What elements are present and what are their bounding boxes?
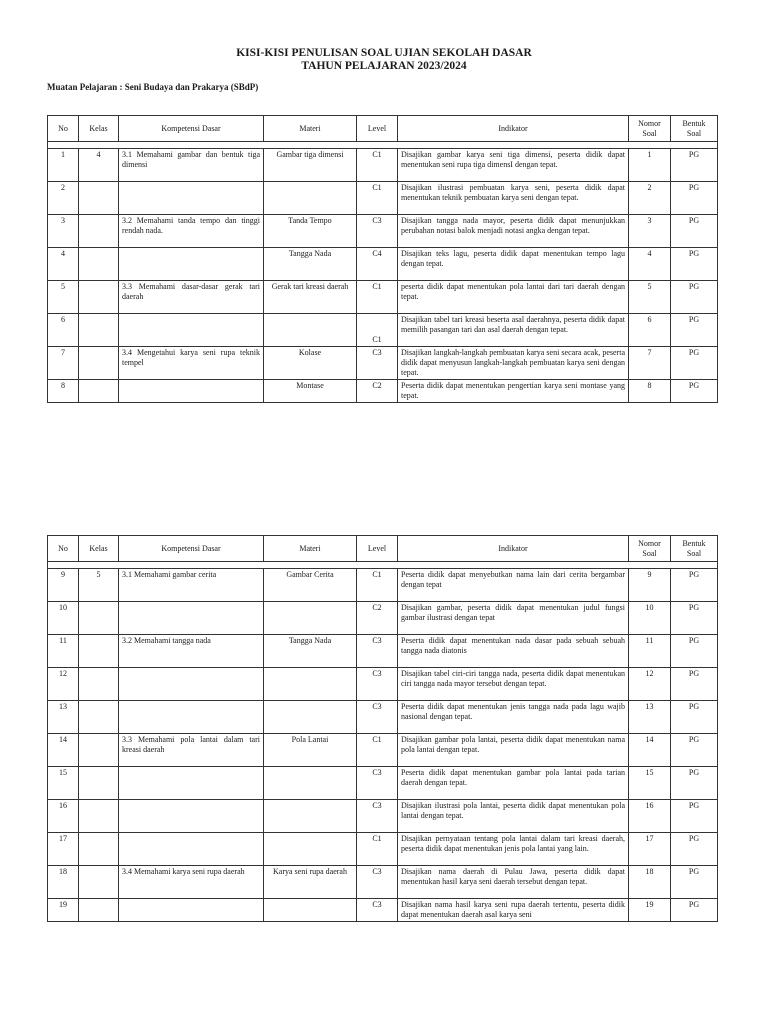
cell-bentuk-soal: PG — [671, 767, 718, 800]
document-title: KISI-KISI PENULISAN SOAL UJIAN SEKOLAH DASAR — [236, 47, 532, 59]
cell-kompetensi-dasar — [119, 701, 264, 734]
cell-nomor-soal: 12 — [629, 668, 671, 701]
cell-nomor-soal: 9 — [629, 569, 671, 602]
cell-materi: Karya seni rupa daerah — [264, 866, 357, 899]
cell-no: 2 — [48, 182, 79, 215]
cell-nomor-soal: 10 — [629, 602, 671, 635]
table-row — [48, 734, 718, 767]
cell-bentuk-soal: PG — [671, 281, 718, 314]
col-header-materi: Materi — [264, 536, 357, 562]
cell-bentuk-soal: PG — [671, 866, 718, 899]
cell-kelas — [79, 215, 119, 248]
cell-no: 6 — [48, 314, 79, 347]
table-row — [48, 701, 718, 734]
cell-no: 19 — [48, 899, 79, 922]
cell-nomor-soal: 11 — [629, 635, 671, 668]
cell-nomor-soal: 1 — [629, 149, 671, 182]
cell-materi: Tanda Tempo — [264, 215, 357, 248]
cell-nomor-soal: 19 — [629, 899, 671, 922]
cell-no: 1 — [48, 149, 79, 182]
cell-kompetensi-dasar — [119, 314, 264, 347]
cell-bentuk-soal: PG — [671, 833, 718, 866]
col-header-indikator: Indikator — [398, 536, 629, 562]
cell-level: C1 — [357, 149, 398, 182]
cell-indikator: Disajikan teks lagu, peserta didik dapat menentukan tempo lagu dengan tepat. — [398, 248, 629, 281]
cell-kelas — [79, 182, 119, 215]
cell-bentuk-soal: PG — [671, 314, 718, 347]
cell-no: 8 — [48, 380, 79, 403]
cell-level: C3 — [357, 767, 398, 800]
cell-no: 15 — [48, 767, 79, 800]
cell-materi — [264, 701, 357, 734]
cell-indikator: Disajikan gambar karya seni tiga dimensi, peserta didik dapat menentukan seni rupa tiga dimensI dengan tepat. — [398, 149, 629, 182]
cell-kompetensi-dasar: 3.4 Mengetahui karya seni rupa teknik tempel — [119, 347, 264, 380]
cell-kelas — [79, 668, 119, 701]
cell-kelas — [79, 380, 119, 403]
cell-kompetensi-dasar: 3.3 Memahami dasar-dasar gerak tari daerah — [119, 281, 264, 314]
cell-level: C1 — [357, 281, 398, 314]
col-header-bentuk-line2: Soal — [686, 548, 702, 558]
grid-table-kelas-4 — [47, 115, 718, 403]
cell-kelas — [79, 602, 119, 635]
spacer-row — [48, 142, 718, 149]
cell-indikator: Disajikan ilustrasi pola lantai, peserta didik dapat menentukan pola lantai dengan tepat. — [398, 800, 629, 833]
cell-indikator: Disajikan pernyataan tentang pola lantai dalam tari kreasi daerah, peserta didik dapat menentukan jenis pola lantai yang lain. — [398, 833, 629, 866]
cell-bentuk-soal: PG — [671, 182, 718, 215]
table-row — [48, 248, 718, 281]
cell-level: C3 — [357, 347, 398, 380]
table-row — [48, 602, 718, 635]
grid-table-kelas-5 — [47, 535, 718, 922]
cell-materi — [264, 314, 357, 347]
cell-kelas — [79, 635, 119, 668]
cell-kompetensi-dasar — [119, 800, 264, 833]
cell-nomor-soal: 4 — [629, 248, 671, 281]
cell-kompetensi-dasar: 3.1 Memahami gambar dan bentuk tiga dimensi — [119, 149, 264, 182]
cell-kompetensi-dasar — [119, 248, 264, 281]
cell-bentuk-soal: PG — [671, 149, 718, 182]
col-header-nomor-soal — [629, 536, 671, 562]
cell-kompetensi-dasar: 3.2 Memahami tangga nada — [119, 635, 264, 668]
col-header-materi: Materi — [264, 116, 357, 142]
cell-kelas — [79, 347, 119, 380]
cell-nomor-soal: 8 — [629, 380, 671, 403]
cell-no: 12 — [48, 668, 79, 701]
col-header-level: Level — [357, 116, 398, 142]
cell-no: 13 — [48, 701, 79, 734]
cell-materi — [264, 668, 357, 701]
cell-indikator: peserta didik dapat menentukan pola lantai dari tari daerah dengan tepat. — [398, 281, 629, 314]
cell-materi — [264, 833, 357, 866]
cell-kompetensi-dasar: 3.1 Memahami gambar cerita — [119, 569, 264, 602]
cell-no: 10 — [48, 602, 79, 635]
cell-kompetensi-dasar: 3.3 Memahami pola lantai dalam tari kreasi daerah — [119, 734, 264, 767]
cell-nomor-soal: 2 — [629, 182, 671, 215]
subject-label: Muatan Pelajaran : Seni Budaya dan Prakarya (SBdP) — [47, 82, 259, 92]
cell-kelas: 5 — [79, 569, 119, 602]
cell-level: C3 — [357, 800, 398, 833]
cell-level: C4 — [357, 248, 398, 281]
cell-no: 18 — [48, 866, 79, 899]
cell-level: C3 — [357, 215, 398, 248]
cell-no: 5 — [48, 281, 79, 314]
cell-kelas — [79, 899, 119, 922]
cell-no: 11 — [48, 635, 79, 668]
col-header-nomor-line1: Nomor — [638, 118, 661, 128]
cell-level: C1 — [357, 314, 398, 347]
cell-bentuk-soal: PG — [671, 668, 718, 701]
cell-kompetensi-dasar — [119, 767, 264, 800]
cell-indikator: Disajikan tabel tari kreasi beserta asal daerahnya, peserta didik dapat memilih pasangan tari dan asal daerah dengan tepat. — [398, 314, 629, 347]
cell-level: C1 — [357, 734, 398, 767]
cell-kelas — [79, 314, 119, 347]
cell-kelas — [79, 767, 119, 800]
col-header-no: No — [48, 116, 79, 142]
cell-indikator: Peserta didik dapat menentukan jenis tangga nada pada lagu wajib nasional dengan tepat. — [398, 701, 629, 734]
col-header-bentuk-line1: Bentuk — [682, 538, 706, 548]
table-row — [48, 149, 718, 182]
col-header-bentuk-soal — [671, 116, 718, 142]
cell-indikator: Disajikan langkah-langkah pembuatan karya seni secara acak, peserta didik dapat menyusun langkah-langkah pembuatan karya seni dengan tepat. — [398, 347, 629, 380]
cell-no: 7 — [48, 347, 79, 380]
cell-kompetensi-dasar — [119, 833, 264, 866]
col-header-no: No — [48, 536, 79, 562]
cell-level: C3 — [357, 635, 398, 668]
cell-level: C3 — [357, 668, 398, 701]
cell-nomor-soal: 18 — [629, 866, 671, 899]
cell-kelas — [79, 833, 119, 866]
cell-kompetensi-dasar: 3.4 Memahami karya seni rupa daerah — [119, 866, 264, 899]
cell-indikator: Disajikan nama daerah di Pulau Jawa, peserta didik dapat menentukan hasil karya seni daerah tersebut dengan tepat. — [398, 866, 629, 899]
table-row — [48, 569, 718, 602]
col-header-kelas: Kelas — [79, 536, 119, 562]
cell-bentuk-soal: PG — [671, 347, 718, 380]
spacer-row — [48, 562, 718, 569]
table-row — [48, 314, 718, 347]
cell-materi: Tangga Nada — [264, 248, 357, 281]
col-header-nomor-soal — [629, 116, 671, 142]
cell-indikator: Disajikan tangga nada mayor, peserta didik dapat menunjukkan perubahan notasi balok menjadi notasi angka dengan tepat. — [398, 215, 629, 248]
cell-level: C3 — [357, 899, 398, 922]
cell-kelas — [79, 281, 119, 314]
table-row — [48, 182, 718, 215]
cell-materi — [264, 899, 357, 922]
cell-bentuk-soal: PG — [671, 800, 718, 833]
cell-materi: Montase — [264, 380, 357, 403]
cell-no: 3 — [48, 215, 79, 248]
table-header-row — [48, 536, 718, 562]
cell-kelas — [79, 866, 119, 899]
cell-kompetensi-dasar — [119, 899, 264, 922]
cell-nomor-soal: 7 — [629, 347, 671, 380]
cell-nomor-soal: 3 — [629, 215, 671, 248]
cell-materi — [264, 602, 357, 635]
cell-no: 9 — [48, 569, 79, 602]
col-header-nomor-line1: Nomor — [638, 538, 661, 548]
cell-indikator: Peserta didik dapat menyebutkan nama lain dari cerita bergambar dengan tepat — [398, 569, 629, 602]
cell-kelas — [79, 701, 119, 734]
cell-kompetensi-dasar — [119, 668, 264, 701]
cell-materi: Tangga Nada — [264, 635, 357, 668]
cell-level: C3 — [357, 866, 398, 899]
cell-bentuk-soal: PG — [671, 215, 718, 248]
cell-indikator: Disajikan gambar, peserta didik dapat menentukan judul fungsi gambar ilustrasi dengan tepat — [398, 602, 629, 635]
cell-indikator: Disajikan ilustrasi pembuatan karya seni, peserta didik dapat menentukan teknik pembuatan karya seni dengan tepat. — [398, 182, 629, 215]
cell-no: 4 — [48, 248, 79, 281]
cell-bentuk-soal: PG — [671, 602, 718, 635]
cell-nomor-soal: 16 — [629, 800, 671, 833]
cell-bentuk-soal: PG — [671, 248, 718, 281]
cell-nomor-soal: 13 — [629, 701, 671, 734]
cell-indikator: Peserta didik dapat menentukan pengertian karya seni montase yang tepat. — [398, 380, 629, 403]
cell-nomor-soal: 14 — [629, 734, 671, 767]
cell-indikator: Disajikan gambar pola lantai, peserta didik dapat menentukan nama pola lantai dengan tepat. — [398, 734, 629, 767]
col-header-nomor-line2: Soal — [642, 548, 657, 558]
table-row — [48, 800, 718, 833]
cell-kompetensi-dasar — [119, 602, 264, 635]
cell-level: C1 — [357, 182, 398, 215]
cell-bentuk-soal: PG — [671, 701, 718, 734]
cell-materi: Pola Lantai — [264, 734, 357, 767]
cell-kelas: 4 — [79, 149, 119, 182]
cell-indikator: Peserta didik dapat menentukan nada dasar pada sebuah sebuah tangga nada diatonis — [398, 635, 629, 668]
cell-no: 14 — [48, 734, 79, 767]
table-row — [48, 767, 718, 800]
cell-bentuk-soal: PG — [671, 569, 718, 602]
col-header-indikator: Indikator — [398, 116, 629, 142]
col-header-bentuk-line2: Soal — [686, 128, 702, 138]
col-header-kelas: Kelas — [79, 116, 119, 142]
cell-materi — [264, 182, 357, 215]
cell-kelas — [79, 800, 119, 833]
cell-indikator: Peserta didik dapat menentukan gambar pola lantai pada tarian daerah dengan tepat. — [398, 767, 629, 800]
col-header-nomor-line2: Soal — [642, 128, 657, 138]
col-header-bentuk-line1: Bentuk — [682, 118, 706, 128]
cell-nomor-soal: 6 — [629, 314, 671, 347]
cell-level: C1 — [357, 569, 398, 602]
cell-bentuk-soal: PG — [671, 899, 718, 922]
table-row — [48, 899, 718, 922]
table-row — [48, 347, 718, 380]
col-header-level: Level — [357, 536, 398, 562]
table-row — [48, 215, 718, 248]
cell-bentuk-soal: PG — [671, 380, 718, 403]
cell-kompetensi-dasar: 3.2 Memahami tanda tempo dan tinggi rendah nada. — [119, 215, 264, 248]
cell-kelas — [79, 734, 119, 767]
cell-nomor-soal: 15 — [629, 767, 671, 800]
document-year: TAHUN PELAJARAN 2023/2024 — [301, 60, 467, 72]
table-row — [48, 668, 718, 701]
cell-materi: Gambar tiga dimensi — [264, 149, 357, 182]
cell-level: C3 — [357, 701, 398, 734]
col-header-bentuk-soal — [671, 536, 718, 562]
cell-indikator: Disajikan nama hasil karya seni rupa daerah tertentu, peserta didik dapat menentukan daerah asal karya seni — [398, 899, 629, 922]
table-row — [48, 380, 718, 403]
cell-nomor-soal: 17 — [629, 833, 671, 866]
table-header-row — [48, 116, 718, 142]
cell-materi: Gerak tari kreasi daerah — [264, 281, 357, 314]
table-row — [48, 833, 718, 866]
cell-materi — [264, 767, 357, 800]
cell-materi: Gambar Cerita — [264, 569, 357, 602]
cell-no: 16 — [48, 800, 79, 833]
cell-kompetensi-dasar — [119, 380, 264, 403]
cell-materi — [264, 800, 357, 833]
cell-indikator: Disajikan tabel ciri-ciri tangga nada, peserta didik dapat menentukan ciri tangga nada mayor tersebut dengan tepat. — [398, 668, 629, 701]
cell-no: 17 — [48, 833, 79, 866]
table-row — [48, 635, 718, 668]
cell-nomor-soal: 5 — [629, 281, 671, 314]
cell-level: C1 — [357, 833, 398, 866]
col-header-kompetensi-dasar: Kompetensi Dasar — [119, 116, 264, 142]
cell-bentuk-soal: PG — [671, 635, 718, 668]
col-header-kompetensi-dasar: Kompetensi Dasar — [119, 536, 264, 562]
cell-level: C2 — [357, 380, 398, 403]
table-row — [48, 281, 718, 314]
cell-level: C2 — [357, 602, 398, 635]
cell-bentuk-soal: PG — [671, 734, 718, 767]
cell-kompetensi-dasar — [119, 182, 264, 215]
cell-materi: Kolase — [264, 347, 357, 380]
cell-kelas — [79, 248, 119, 281]
table-row — [48, 866, 718, 899]
